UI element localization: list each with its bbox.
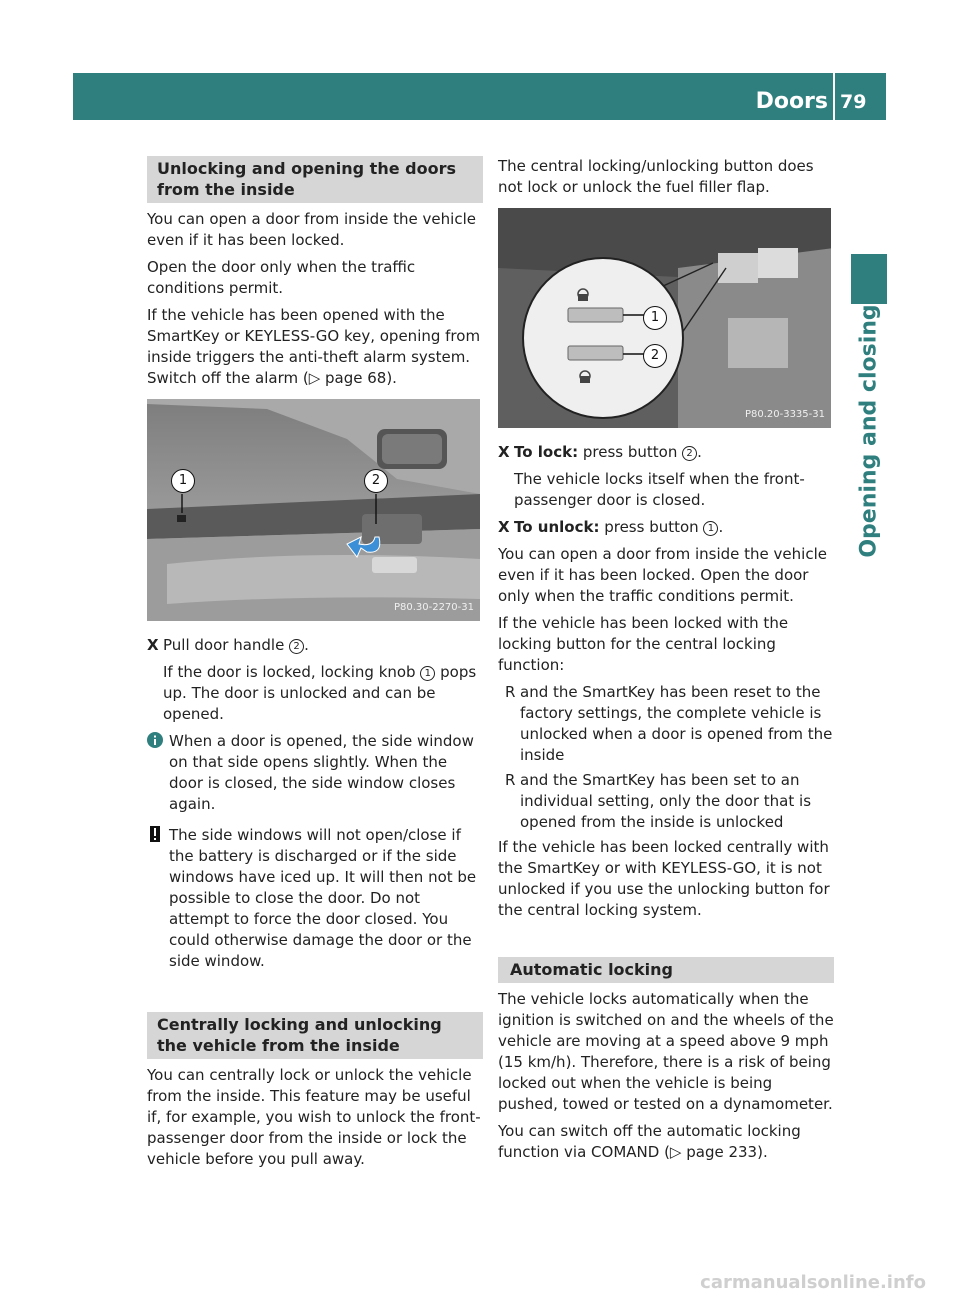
paragraph: You can switch off the automatic locking function via COMAND (▷ page 233). xyxy=(498,1122,801,1161)
step-pull-handle xyxy=(147,635,483,656)
central-locking-figure xyxy=(498,208,831,428)
figure-code: P80.30-2270-31 xyxy=(393,602,474,613)
warning-note-text: The side windows will not open/close if the battery is discharged or if the side windows have iced up. It will then not be possible to close the door. Do not attempt to force the door closed. You could otherwise damage the door or the side window. xyxy=(169,826,477,970)
unlock-label: To unlock: xyxy=(514,518,600,536)
step-marker: X xyxy=(147,636,159,654)
callout-ref-1: 1 xyxy=(703,521,718,536)
bullet-marker: R xyxy=(505,683,516,701)
step-lock xyxy=(498,442,834,463)
lock-text: press button xyxy=(578,443,683,461)
paragraph: If the vehicle has been locked with the locking button for the central locking function: xyxy=(498,614,789,674)
warning-icon xyxy=(147,826,163,842)
header-separator xyxy=(833,73,835,120)
step-detail xyxy=(147,662,483,725)
paragraph: The vehicle locks automatically when the ignition is switched on and the wheels of the vehicle are moving at a speed above 9 mph (15 km/h). Therefore, there is a risk of being locked out when the vehicle is being pushed, towed or tested on a dynamometer. xyxy=(498,990,834,1113)
callout-1: 1 xyxy=(643,306,667,330)
list-item-text: and the SmartKey has been reset to the factory settings, the complete vehicle is unlocked when a door is opened from the inside xyxy=(520,683,833,764)
section-heading-unlocking-opening: Unlocking and opening the doors from the inside xyxy=(147,156,483,203)
info-note-text: When a door is opened, the side window on that side opens slightly. When the door is closed, the side window closes again. xyxy=(169,732,474,813)
section-heading-automatic-locking: Automatic locking xyxy=(498,957,834,983)
paragraph: If the vehicle has been opened with the SmartKey or KEYLESS-GO key, opening from inside triggers the anti-theft alarm system. Switch off the alarm (▷ page 68). xyxy=(147,306,481,387)
callout-2: 2 xyxy=(364,469,388,493)
list-item xyxy=(498,682,834,766)
section-heading-central-locking: Centrally locking and unlocking the vehicle from the inside xyxy=(147,1012,483,1059)
list-item-text: and the SmartKey has been set to an individual setting, only the door that is opened from the inside is unlocked xyxy=(520,771,812,831)
footer-watermark: carmanualsonline.info xyxy=(700,1272,926,1293)
paragraph: You can open a door from inside the vehicle even if it has been locked. Open the door only when the traffic conditions permit. xyxy=(498,545,827,605)
paragraph: The central locking/unlocking button does not lock or unlock the fuel filler flap. xyxy=(498,157,814,196)
callout-2: 2 xyxy=(643,344,667,368)
info-note xyxy=(147,731,483,815)
step-marker: X xyxy=(498,443,510,461)
step-text: Pull door handle xyxy=(163,636,290,654)
callout-1: 1 xyxy=(171,469,195,493)
warning-note xyxy=(147,825,483,972)
step-unlock xyxy=(498,517,834,538)
unlock-end: . xyxy=(718,518,724,536)
side-tab-block xyxy=(851,254,887,304)
right-column xyxy=(498,156,834,1169)
header-title: Doors xyxy=(755,89,828,114)
callout-ref-2: 2 xyxy=(682,446,697,461)
lock-label: To lock: xyxy=(514,443,579,461)
lock-detail: The vehicle locks itself when the front-passenger door is closed. xyxy=(514,470,805,509)
side-tab-label: Opening and closing xyxy=(856,304,882,558)
step-text-end: . xyxy=(304,636,309,654)
step-marker: X xyxy=(498,518,510,536)
step-detail-a: If the door is locked, locking knob xyxy=(163,663,421,681)
paragraph: If the vehicle has been locked centrally with the SmartKey or with KEYLESS-GO, it is not unlocked if you use the unlocking button for the central locking system. xyxy=(498,838,830,919)
list-item xyxy=(498,770,834,833)
door-handle-figure xyxy=(147,399,480,621)
side-tab xyxy=(851,304,887,558)
step-detail-b: pops up. The door is unlocked and can be opened. xyxy=(163,663,477,723)
lock-end: . xyxy=(697,443,702,461)
paragraph: Open the door only when the traffic conditions permit. xyxy=(147,258,416,297)
figure-code: P80.20-3335-31 xyxy=(744,409,825,420)
left-column xyxy=(147,156,483,1176)
callout-ref-1: 1 xyxy=(420,666,435,681)
paragraph: You can open a door from inside the vehicle even if it has been locked. xyxy=(147,210,476,249)
bullet-marker: R xyxy=(505,771,516,789)
callout-ref-2: 2 xyxy=(289,639,304,654)
info-icon xyxy=(147,732,163,748)
page-number: 79 xyxy=(840,91,867,113)
door-interior-illustration xyxy=(147,399,480,621)
paragraph: You can centrally lock or unlock the vehicle from the inside. This feature may be useful if, for example, you wish to unlock the front-passenger door from the inside or lock the vehicle before you pull away. xyxy=(147,1066,481,1168)
unlock-text: press button xyxy=(599,518,704,536)
